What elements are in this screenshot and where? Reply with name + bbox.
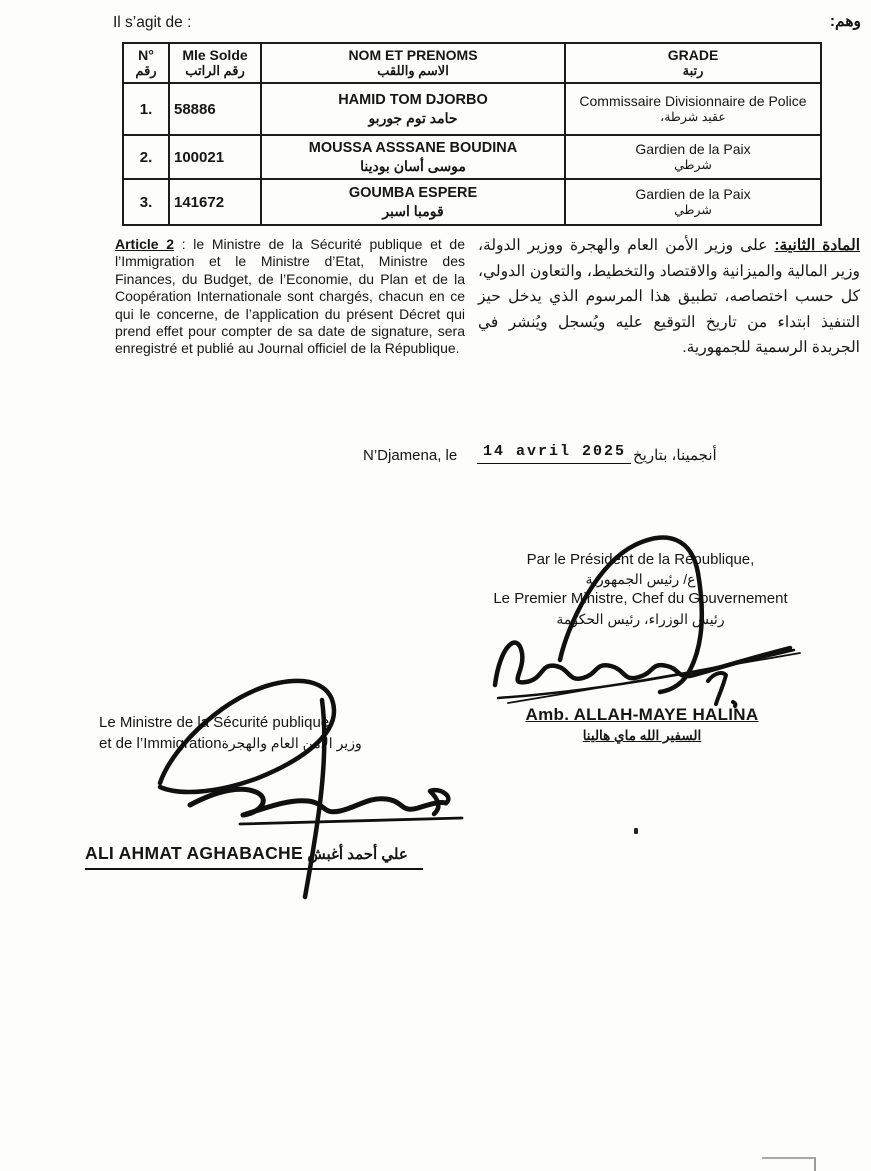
dateline-place: N’Djamena, le [363,447,458,464]
header-num-ar: رقم [135,63,157,78]
cell-name [261,83,565,135]
pm-name-ar: السفير الله ماي هالينا [582,728,702,743]
pm-name-fr: Amb. ALLAH-MAYE HALINA [525,705,759,724]
minister-title-line2-fr: et de l’Immigration [99,735,222,752]
cell-grade [565,83,821,135]
cell-name-fr: GOUMBA ESPERE [348,184,478,201]
ink-dot [634,828,638,834]
cell-num: 2. [123,135,169,179]
article2-label-ar: المادة الثانية: [774,237,860,254]
cell-mle: 100021 [169,135,261,179]
intro-text-fr: Il s’agit de : [113,14,192,31]
cell-name-fr: MOUSSA ASSSANE BOUDINA [308,139,518,156]
header-name [261,43,565,83]
cell-name-fr: HAMID TOM DJORBO [338,91,488,108]
cell-grade [565,179,821,225]
header-grade [565,43,821,83]
pm-title-ar-1: ع/ رئيس الجمهورية [585,571,696,587]
header-num [123,43,169,83]
pm-name-block [492,705,792,744]
personnel-table [122,42,822,226]
cell-grade [565,135,821,179]
intro-text-ar: وهم: [829,13,861,30]
corner-stamp-mark [762,1157,816,1171]
cell-name [261,135,565,179]
cell-grade-ar: شرطي [674,203,712,217]
minister-name-ar: علي أحمد أغبش [307,846,408,863]
cell-mle: 141672 [169,179,261,225]
cell-name [261,179,565,225]
pm-title-fr-1: Par le Président de la République, [526,551,755,568]
cell-name-ar: قومبا اسبر [382,202,444,219]
minister-name-fr: ALI AHMAT AGHABACHE [85,843,303,863]
header-name-ar: الاسم واللقب [377,63,449,78]
article2-body-ar: على وزير الأمن العام والهجرة ووزير الدولة، وزير المالية والميزانية والاقتصاد والتخطيط، والتعاون الدولي، كل حسب اختصاصه، تطبيق هذا المرسوم الذي يدخل حيز التنفيذ ابتداء من تاريخ التوقيع عليه ويُسجل ويُنشر في الجريدة الرسمية للجمهورية. [478,237,860,357]
header-name-fr: NOM ET PRENOMS [348,47,478,63]
table-row [123,135,821,179]
cell-grade-fr: Gardien de la Paix [635,186,751,202]
table-header-row [123,43,821,83]
cell-name-ar: حامد توم جوربو [368,109,458,126]
article2-body-fr: : le Ministre de la Sécurité publique et de l’Immigration et le Ministre d’Etat, Ministre des Finances, du Budget, de l’Economie, du Plan et de la Coopération Internationale sont chargés, chacun en ce qui le concerne, de l’application du présent Décret qui prend effet pour compter de sa date de signature, sera enregistré et publié au Journal officiel de la République. [115,236,466,357]
article2-paragraph-ar [478,233,860,361]
cell-name-ar: موسى أسان بودينا [360,157,466,174]
dateline-date: 14 avril 2025 [477,443,631,464]
header-mle [169,43,261,83]
article2-paragraph-fr [115,236,465,358]
header-mle-fr: Mle Solde [182,47,248,63]
pm-title-fr-2: Le Premier Ministre, Chef du Gouvernement [493,590,788,607]
signature-prime-minister [478,533,823,708]
cell-grade-fr: Commissaire Divisionnaire de Police [579,93,807,109]
cell-grade-fr: Gardien de la Paix [635,141,751,157]
header-mle-ar: رقم الراتب [185,63,245,78]
minister-title-line1: Le Ministre de la Sécurité publique [99,714,330,731]
header-grade-fr: GRADE [667,47,719,63]
cell-grade-ar: عقيد شرطة، [660,110,726,124]
cell-mle: 58886 [169,83,261,135]
table-row [123,179,821,225]
minister-name-block [85,843,423,870]
header-grade-ar: رتبة [682,63,704,78]
cell-num: 3. [123,179,169,225]
cell-grade-ar: شرطي [674,158,712,172]
dateline-arabic: أنجمينا، بتاريخ [633,447,717,464]
table-row [123,83,821,135]
article2-label-fr: Article 2 [115,236,175,252]
cell-num: 1. [123,83,169,135]
minister-title-ar: وزير الأمن العام والهجرة [221,735,362,751]
pm-title-ar-2: رئيس الوزراء، رئيس الحكومة [556,611,725,627]
header-num-fr: N° [138,47,154,63]
